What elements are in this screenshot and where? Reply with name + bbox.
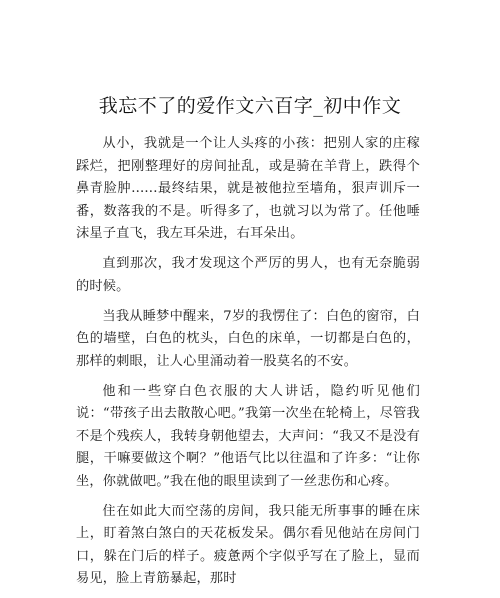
paragraph: 住在如此大而空荡的房间，我只能无所事事的睡在床上，盯着煞白煞白的天花板发呆。偶尔看见他站在房间门口，躲在门后的样子。疲惫两个字似乎写在了脸上，显而易见，脸上青筋暴起，那时 <box>76 503 420 586</box>
article-title: 我忘不了的爱作文六百字_初中作文 <box>98 95 402 117</box>
article-body <box>76 133 420 598</box>
paragraph: 从小，我就是一个让人头疼的小孩：把别人家的庄稼踩烂，把刚整理好的房间扯乱，或是骑在羊背上，跌得个鼻青脸肿......最终结果，就是被他拉至墙角，狠声训斥一番，数落我的不是。听得多了，也就习以为常了。任他唾沫星子直飞，我左耳朵进，右耳朵出。 <box>76 136 420 241</box>
paragraph: 他和一些穿白色衣服的大人讲话，隐约听见他们说：“带孩子出去散散心吧。”我第一次坐在轮椅上，尽管我不是个残疾人，我转身朝他望去，大声问：“我又不是没有腿，干嘛要做这个啊？”他语气比以往温和了许多：“让你坐，你就做吧。”我在他的眼里读到了一丝悲伤和心疼。 <box>76 383 420 489</box>
paragraph: 当我从睡梦中醒来，7岁的我愣住了：白色的窗帘，白色的墙壁，白色的枕头，白色的床单，一切都是白色的，那样的刺眼，让人心里涌动着一股莫名的不安。 <box>76 308 420 369</box>
paragraph: 直到那次，我才发现这个严厉的男人，也有无奈脆弱的时候。 <box>76 256 420 294</box>
